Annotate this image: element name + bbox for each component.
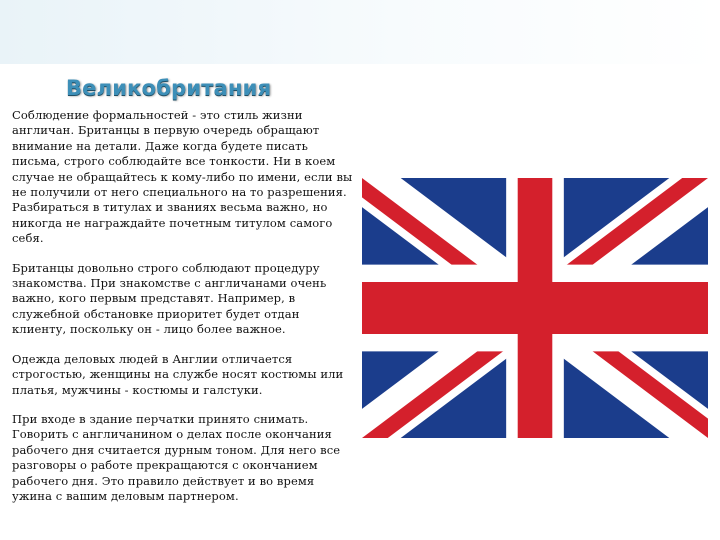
slide-title: Великобритания: [66, 76, 272, 100]
paragraph-introductions: Британцы довольно строго соблюдают процедуру знакомства. При знакомстве с англичанами очень важно, кого первым представят. Например, в служебной обстановке приоритет будет отдан клиенту, поскольку он - лицо более важное.: [12, 260, 327, 337]
union-jack-flag: [362, 178, 708, 438]
flag-graphic: [362, 178, 708, 438]
body-text: [12, 108, 364, 518]
header-band: [0, 0, 720, 64]
paragraph-dress-code: Одежда деловых людей в Англии отличается строгостью, женщины на службе носят костюмы или платья, мужчины - костюмы и галстуки.: [12, 351, 344, 397]
paragraph-etiquette: При входе в здание перчатки принято снимать. Говорить с англичанином о делах после окончания рабочего дня считается дурным тоном. Для него все разговоры о работе прекращаются с окончанием рабочего дня. Это правило действует и во время ужина с вашим деловым партнером.: [12, 411, 341, 503]
paragraph-formality: Соблюдение формальностей - это стиль жизни англичан. Британцы в первую очередь обращают внимание на детали. Даже когда будете писать письма, строго соблюдайте все тонкости. Ни в коем случае не обращайтесь к кому-либо по имени, если вы не получили от него специального на то разрешения. Разбираться в титулах и званиях весьма важно, но никогда не награждайте почетным титулом самого себя.: [12, 108, 353, 246]
